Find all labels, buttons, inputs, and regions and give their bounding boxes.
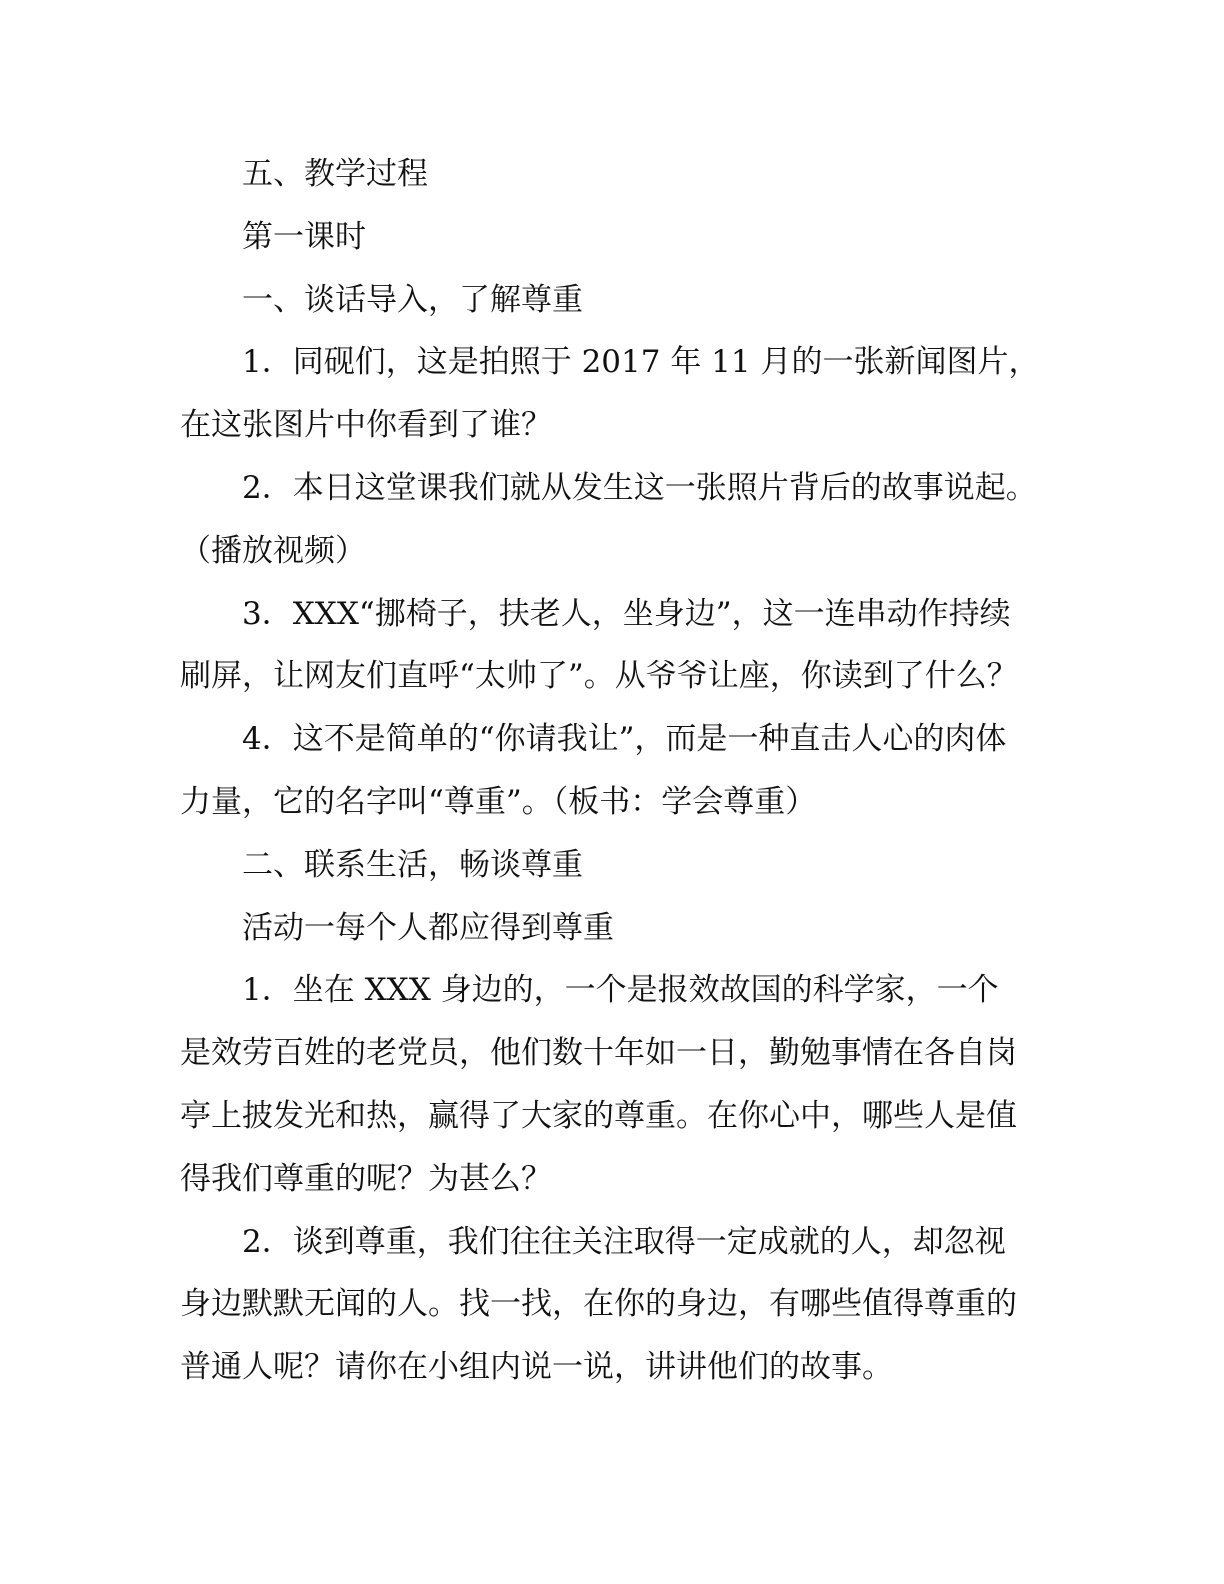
paragraph-line: 身边默默无闻的人。找一找，在你的身边，有哪些值得尊重的	[180, 1286, 1017, 1323]
subsection-heading-life: 二、联系生活，畅谈尊重	[242, 846, 583, 883]
paragraph-line: 1．同砚们，这是拍照于 2017 年 11 月的一张新闻图片，	[242, 344, 1040, 381]
paragraph-line: 在这张图片中你看到了谁？	[180, 407, 552, 444]
activity-heading: 活动一每个人都应得到尊重	[242, 909, 614, 946]
paragraph-line: 亭上披发光和热，赢得了大家的尊重。在你心中，哪些人是值	[180, 1097, 1017, 1134]
paragraph-line: 力量，它的名字叫“尊重”。（板书：学会尊重）	[180, 783, 817, 820]
paragraph-line: 4．这不是简单的“你请我让”，而是一种直击人心的肉体	[242, 721, 1007, 758]
paragraph-line: （播放视频）	[180, 532, 366, 569]
paragraph-line: 是效劳百姓的老党员，他们数十年如一日，勤勉事情在各自岗	[180, 1035, 1017, 1072]
paragraph-line: 2．谈到尊重，我们往往关注取得一定成就的人，却忽视	[242, 1223, 1006, 1260]
lesson-heading: 第一课时	[242, 218, 366, 255]
subsection-heading-intro: 一、谈话导入，了解尊重	[242, 281, 583, 318]
document-body	[180, 143, 1040, 1399]
paragraph-line: 普通人呢？请你在小组内说一说，讲讲他们的故事。	[180, 1349, 893, 1386]
paragraph-line: 3．XXX“挪椅子，扶老人，坐身边”，这一连串动作持续	[242, 595, 1011, 632]
paragraph-line: 1．坐在 XXX 身边的，一个是报效故国的科学家，一个	[242, 972, 999, 1009]
paragraph-line: 刷屏，让网友们直呼“太帅了”。从爷爷让座，你读到了什么？	[180, 658, 1018, 695]
paragraph-line: 2．本日这堂课我们就从发生这一张照片背后的故事说起。	[242, 469, 1037, 506]
paragraph-line: 得我们尊重的呢？为甚么？	[180, 1160, 552, 1197]
section-heading-teaching-process: 五、教学过程	[242, 156, 428, 192]
